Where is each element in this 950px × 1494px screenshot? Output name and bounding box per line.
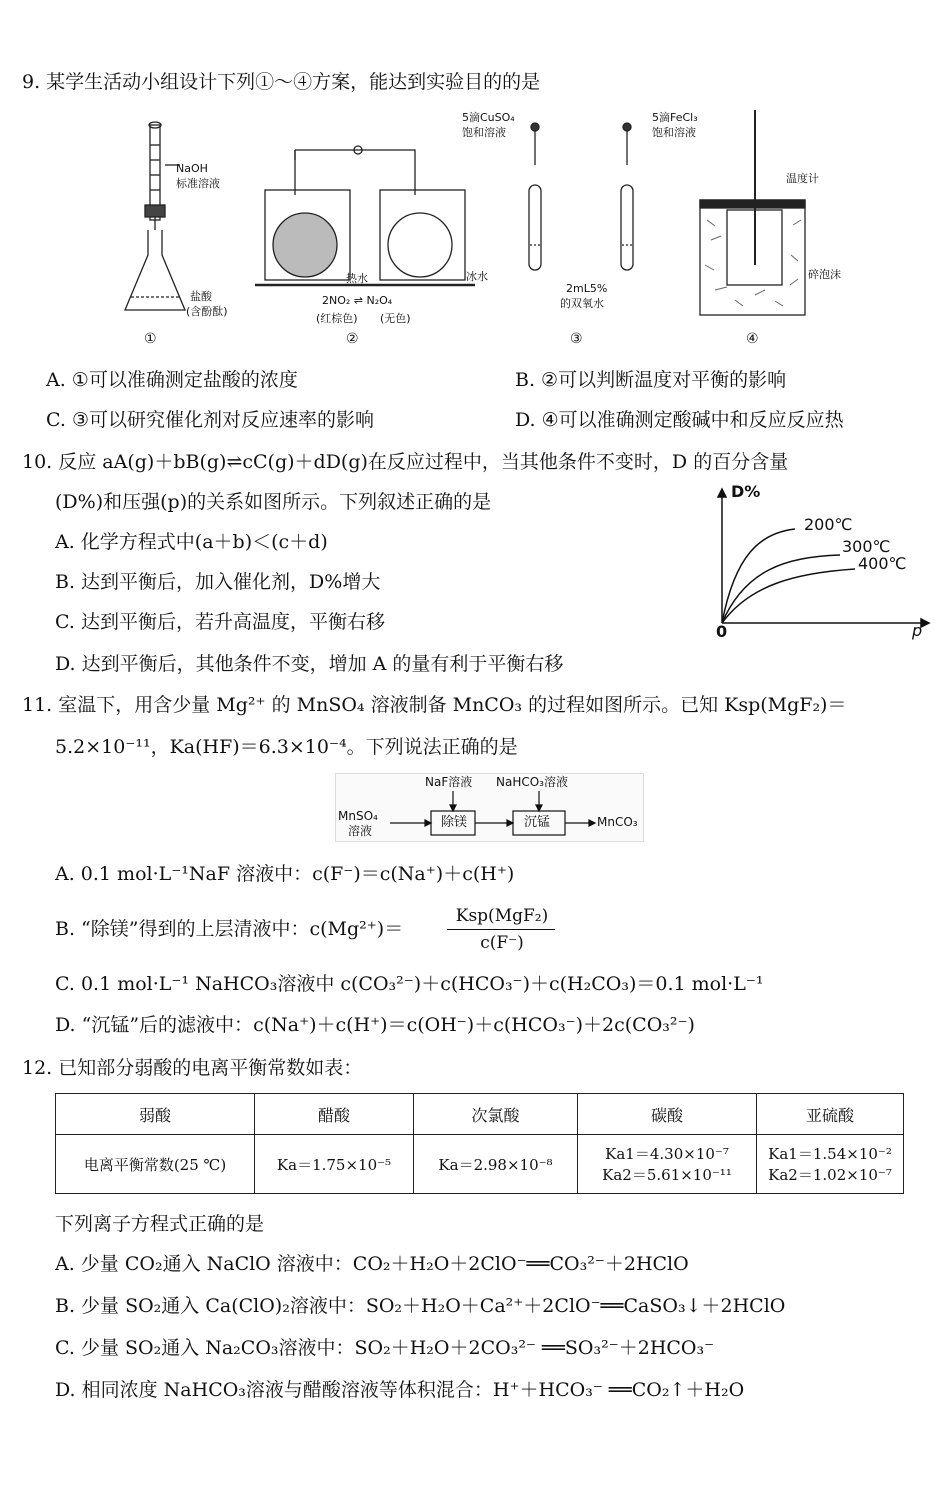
beaker-ice [380, 190, 465, 280]
q11-option-b: B. “除镁”得到的上层清液中：c(Mg²⁺)＝ [55, 918, 404, 940]
fig-num-1: ① [144, 331, 157, 347]
q10-option-a: A. 化学方程式中(a＋b)＜(c＋d) [55, 531, 328, 553]
hclo-ka: Ka＝2.98×10⁻⁸ [414, 1135, 578, 1194]
y-axis-arrow [718, 489, 726, 497]
flow-reagent-1: NaF溶液 [425, 775, 473, 789]
carbonic-ka2: Ka2＝5.61×10⁻¹¹ [602, 1166, 732, 1184]
ice-water-label: 冰水 [466, 270, 488, 283]
q9-option-b: B. ②可以判断温度对平衡的影响 [515, 369, 787, 391]
fig-num-3: ③ [570, 331, 583, 347]
q12-stem: 12. 已知部分弱酸的电离平衡常数如表： [22, 1057, 363, 1079]
flow-input-2: 溶液 [348, 824, 373, 838]
foam-label: 碎泡沫 [808, 268, 841, 281]
q11-flow-diagram [335, 773, 645, 843]
q10-option-d: D. 达到平衡后，其他条件不变，增加 A 的量有利于平衡右移 [55, 653, 564, 675]
sulfurous-ka [757, 1135, 904, 1194]
carbonic-ka1: Ka1＝4.30×10⁻⁷ [605, 1145, 729, 1163]
q10-option-c: C. 达到平衡后，若升高温度，平衡右移 [55, 611, 385, 633]
fig-num-2: ② [346, 331, 359, 347]
q10-origin: 0 [716, 622, 728, 641]
x-axis-arrow [921, 619, 929, 627]
acid-constants-table [55, 1093, 904, 1194]
table-row [56, 1135, 904, 1194]
flow-step-2: 沉锰 [524, 815, 551, 830]
q12-option-d: D. 相同浓度 NaHCO₃溶液与醋酸溶液等体积混合：H⁺＋HCO₃⁻ ══CO₂↑＋H₂O [55, 1379, 745, 1401]
naoh-label-2: 标准溶液 [176, 177, 220, 190]
q11-option-b-denominator: c(F⁻) [480, 933, 524, 953]
hcl-label-2: (含酚酞) [186, 305, 228, 318]
series-label-300C: 300℃ [842, 537, 891, 556]
naoh-label: NaOH [176, 162, 208, 175]
flow-reagent-2: NaHCO₃溶液 [496, 775, 568, 789]
carbonic-ka [578, 1135, 757, 1194]
header-cell: 亚硫酸 [757, 1094, 904, 1135]
h2o2-label-2: 的双氧水 [560, 297, 604, 310]
series-label-400C: 400℃ [858, 554, 907, 573]
colorless-label: (无色) [380, 312, 411, 325]
q11-option-d: D. “沉锰”后的滤液中：c(Na⁺)＋c(H⁺)＝c(OH⁻)＋c(HCO₃⁻)＋2c(CO₃²⁻) [55, 1014, 695, 1036]
fraction-bar [447, 929, 555, 930]
cuso4-label-2: 饱和溶液 [462, 126, 506, 139]
red-brown-label: (红棕色) [316, 312, 358, 325]
hot-water-label: 热水 [346, 272, 368, 285]
q12-option-b: B. 少量 SO₂通入 Ca(ClO)₂溶液中：SO₂＋H₂O＋Ca²⁺＋2ClO⁻══CaSO₃↓＋2HClO [55, 1295, 786, 1317]
q9-option-d: D. ④可以准确测定酸碱中和反应反应热 [515, 409, 844, 431]
q12-option-c: C. 少量 SO₂通入 Na₂CO₃溶液中：SO₂＋H₂O＋2CO₃²⁻ ══SO₃²⁻＋2HCO₃⁻ [55, 1337, 715, 1359]
fecl3-label-2: 饱和溶液 [652, 126, 696, 139]
table-header-row [56, 1094, 904, 1135]
q10-ylabel: D% [731, 482, 761, 501]
flow-step-1: 除镁 [441, 815, 468, 830]
fig-num-4: ④ [746, 331, 759, 347]
q10-xlabel: p [912, 621, 923, 640]
q11-stem-2: 5.2×10⁻¹¹，Ka(HF)＝6.3×10⁻⁴。下列说法正确的是 [55, 736, 518, 758]
row-label: 电离平衡常数(25 ℃) [56, 1135, 255, 1194]
hcl-label: 盐酸 [190, 290, 212, 303]
q10-stem-2: (D%)和压强(p)的关系如图所示。下列叙述正确的是 [55, 491, 492, 513]
acetic-ka: Ka＝1.75×10⁻⁵ [255, 1135, 414, 1194]
q10-option-b: B. 达到平衡后，加入催化剂，D%增大 [55, 571, 381, 593]
sulfurous-ka2: Ka2＝1.02×10⁻⁷ [768, 1166, 892, 1184]
q9-option-c: C. ③可以研究催化剂对反应速率的影响 [46, 409, 374, 431]
series-label-200C: 200℃ [804, 515, 853, 534]
q9-option-a: A. ①可以准确测定盐酸的浓度 [46, 369, 298, 391]
flow-input: MnSO₄ [338, 809, 378, 823]
curve-300C [722, 555, 840, 623]
q10-stem-1: 10. 反应 aA(g)＋bB(g)⇌cC(g)＋dD(g)在反应过程中，当其他条件不变时，D 的百分含量 [22, 451, 789, 473]
q11-stem-1: 11. 室温下，用含少量 Mg²⁺ 的 MnSO₄ 溶液制备 MnCO₃ 的过程如图所示。已知 Ksp(MgF₂)＝ [22, 694, 847, 716]
thermometer-label: 温度计 [786, 172, 819, 185]
h2o2-label: 2mL5% [566, 282, 608, 295]
header-cell: 醋酸 [255, 1094, 414, 1135]
sulfurous-ka1: Ka1＝1.54×10⁻² [768, 1145, 892, 1163]
curve-400C [722, 569, 855, 623]
q11-option-b-numerator: Ksp(MgF₂) [455, 906, 549, 926]
header-cell: 弱酸 [56, 1094, 255, 1135]
header-cell: 碳酸 [578, 1094, 757, 1135]
test-tube-1 [529, 185, 541, 270]
q11-option-c: C. 0.1 mol·L⁻¹ NaHCO₃溶液中 c(CO₃²⁻)＋c(HCO₃⁻)＋c(H₂CO₃)＝0.1 mol·L⁻¹ [55, 973, 764, 995]
q11-option-a: A. 0.1 mol·L⁻¹NaF 溶液中：c(F⁻)＝c(Na⁺)＋c(H⁺) [55, 863, 515, 885]
q9-stem: 9. 某学生活动小组设计下列①～④方案，能达到实验目的的是 [22, 71, 541, 93]
conical-flask [125, 230, 185, 310]
test-tube-2 [621, 185, 633, 270]
fecl3-label: 5滴FeCl₃ [652, 111, 698, 124]
calorimeter [700, 200, 805, 315]
cuso4-label: 5滴CuSO₄ [462, 111, 515, 124]
header-cell: 次氯酸 [414, 1094, 578, 1135]
flow-output: MnCO₃ [597, 815, 638, 829]
equilibrium-label: 2NO₂ ⇌ N₂O₄ [322, 294, 393, 307]
q12-option-a: A. 少量 CO₂通入 NaClO 溶液中：CO₂＋H₂O＋2ClO⁻══CO₃²⁻＋2HClO [55, 1253, 689, 1275]
q12-prompt: 下列离子方程式正确的是 [55, 1213, 265, 1235]
